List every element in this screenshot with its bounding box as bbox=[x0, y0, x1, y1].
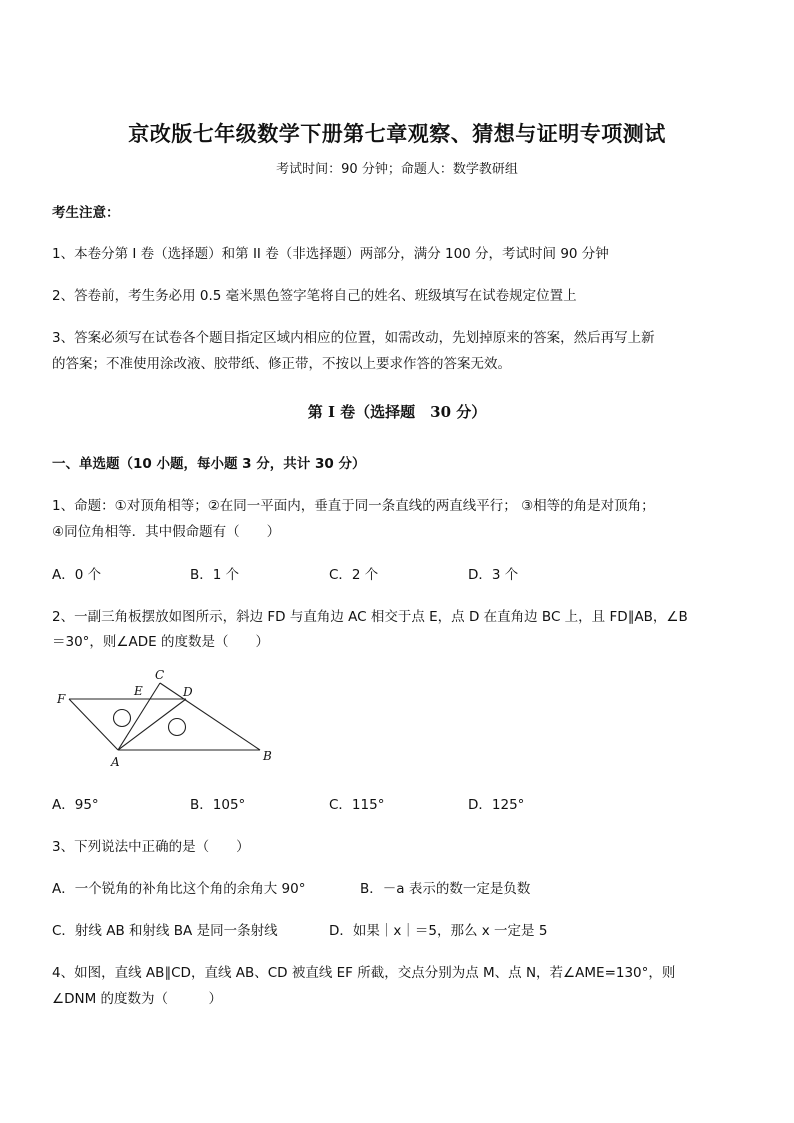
question-2-option-a: A．95° bbox=[52, 797, 99, 813]
page-title: 京改版七年级数学下册第七章观察、猜想与证明专项测试 bbox=[128, 121, 666, 146]
label-b: B bbox=[263, 749, 272, 763]
question-3-line-1: 3、下列说法中正确的是（ ） bbox=[52, 839, 250, 855]
line-cb bbox=[160, 683, 260, 750]
question-2-option-c: C．115° bbox=[329, 797, 385, 813]
question-4-line-2: ∠DNM 的度数为（ ） bbox=[52, 991, 223, 1007]
question-3-option-c: C．射线 AB 和射线 BA 是同一条射线 bbox=[52, 923, 278, 939]
question-4-line-1: 4、如图，直线 AB∥CD，直线 AB、CD 被直线 EF 所截，交点分别为点 M、点 N，若∠AME=130°，则 bbox=[52, 965, 676, 981]
label-c: C bbox=[155, 668, 165, 682]
label-d: D bbox=[183, 685, 193, 699]
notice-item: 2、答卷前，考生务必用 0.5 毫米黑色签字笔将自己的姓名、班级填写在试卷规定位置上 bbox=[52, 288, 577, 304]
label-a: A bbox=[111, 755, 120, 769]
section-title: 第 I 卷（选择题 30 分） bbox=[307, 403, 487, 421]
label-f: F bbox=[57, 692, 66, 706]
question-1-option-b: B．1 个 bbox=[190, 567, 240, 583]
label-e: E bbox=[134, 684, 143, 698]
triangle-set-figure bbox=[50, 665, 280, 770]
question-2-option-b: B．105° bbox=[190, 797, 246, 813]
question-1-line-1: 1、命题：①对顶角相等；②在同一平面内，垂直于同一条直线的两直线平行； ③相等的角是对顶角； bbox=[52, 498, 655, 514]
question-1-line-2: ④同位角相等．其中假命题有（ ） bbox=[52, 524, 281, 540]
notice-item: 1、本卷分第 I 卷（选择题）和第 II 卷（非选择题）两部分，满分 100 分，考试时间 90 分钟 bbox=[52, 246, 609, 262]
question-1-option-a: A．0 个 bbox=[52, 567, 102, 583]
question-2-line-2: ＝30°，则∠ADE 的度数是（ ） bbox=[52, 634, 269, 650]
notice-heading: 考生注意： bbox=[52, 205, 120, 221]
notice-item: 3、答案必须写在试卷各个题目指定区域内相应的位置，如需改动，先划掉原来的答案，然后再写上新 bbox=[52, 330, 655, 346]
question-3-option-d: D．如果｜x｜＝5，那么 x 一定是 5 bbox=[329, 923, 548, 939]
question-1-option-d: D．3 个 bbox=[468, 567, 519, 583]
hole-circle-right bbox=[169, 719, 186, 736]
question-1-option-c: C．2 个 bbox=[329, 567, 379, 583]
question-2-option-d: D．125° bbox=[468, 797, 525, 813]
part-title: 一、单选题（10 小题，每小题 3 分，共计 30 分） bbox=[52, 456, 366, 472]
line-fa bbox=[69, 699, 118, 750]
notice-item: 的答案；不准使用涂改液、胶带纸、修正带，不按以上要求作答的答案无效。 bbox=[52, 356, 511, 372]
hole-circle-left bbox=[114, 710, 131, 727]
exam-info: 考试时间：90 分钟；命题人：数学教研组 bbox=[276, 162, 518, 177]
question-2-line-1: 2、一副三角板摆放如图所示，斜边 FD 与直角边 AC 相交于点 E，点 D 在直角边 BC 上，且 FD∥AB，∠B bbox=[52, 609, 688, 625]
question-3-option-b: B．－a 表示的数一定是负数 bbox=[360, 881, 531, 897]
question-3-option-a: A．一个锐角的补角比这个角的余角大 90° bbox=[52, 881, 306, 897]
